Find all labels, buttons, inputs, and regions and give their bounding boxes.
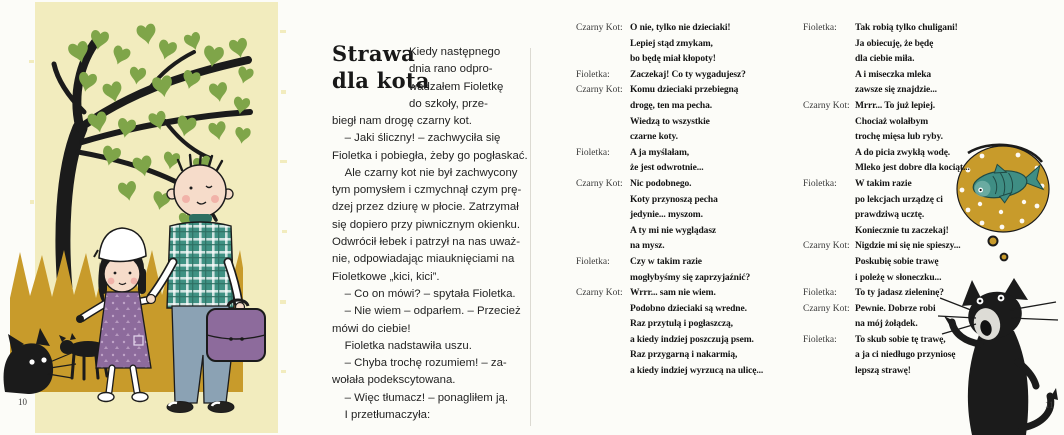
dialogue-lines <box>630 255 808 286</box>
text-line: – Chyba trochę rozumiem! – za- <box>332 357 507 370</box>
dialogue-entry <box>803 286 1035 302</box>
dialogue-lines <box>630 21 808 68</box>
dialogue-line: Raz przygarną i nakarmią, <box>630 350 738 361</box>
page-number-right: 11 <box>1045 400 1054 410</box>
speaker-label: Fioletka: <box>803 178 837 189</box>
dialogue-line: Koty przynoszą pecha <box>630 194 718 205</box>
speaker-label: Czarny Kot: <box>576 178 623 189</box>
dialogue-line: a kiedy indziej wyrzucą na ulicę... <box>630 366 764 377</box>
dialogue-line: że jest odwrotnie... <box>630 163 704 174</box>
dialogue-line: lepszą strawę! <box>855 366 911 377</box>
speaker-label: Fioletka: <box>803 334 837 345</box>
dialogue-lines <box>630 286 808 380</box>
dialogue-line: Czy w takim razie <box>630 256 702 267</box>
dialogue-lines <box>855 21 1035 99</box>
dialogue-line: zawsze się znajdzie... <box>855 85 937 96</box>
speaker-label: Fioletka: <box>803 23 837 33</box>
speaker-label: Czarny Kot: <box>803 303 850 314</box>
dialogue-entry <box>576 146 808 177</box>
dialogue-line: mogłybyśmy się zaprzyjaźnić? <box>630 272 751 283</box>
dialogue-line: A i miseczka mleka <box>855 69 932 80</box>
speaker-label: Fioletka: <box>576 147 610 158</box>
dialogue-line: Podobno dzieciaki są wredne. <box>630 303 747 314</box>
text-line: tym pomysłem i czmychnął czym prę- <box>332 184 522 197</box>
text-line: – Co on mówi? – spytała Fioletka. <box>332 287 516 300</box>
dialogue-lines <box>630 177 808 255</box>
text-line: Fioletka nadstawiła uszu. <box>332 339 472 352</box>
text-line: mówi do ciebie! <box>332 322 411 335</box>
dialogue-line: Nic podobnego. <box>630 178 692 189</box>
dialogue-entry <box>803 177 1035 239</box>
dialogue-entry <box>576 286 808 380</box>
speaker-label: Czarny Kot: <box>576 85 623 96</box>
dialogue-line: a ja ci niedługo przyniosę <box>855 350 956 361</box>
text-line: dnia rano odpro- <box>409 63 493 76</box>
speaker-label: Czarny Kot: <box>803 241 850 252</box>
text-line: Ale czarny kot nie był zachwycony <box>332 166 518 179</box>
dialogue-entry <box>803 21 1035 99</box>
dialogue-line: prawdziwą ucztę. <box>855 210 925 221</box>
dialogue-entry <box>576 68 808 84</box>
dialogue-line: Ja obiecuję, że będę <box>855 38 934 49</box>
speaker-label: Fioletka: <box>576 69 610 80</box>
text-line: – Jaki śliczny! – zachwyciła się <box>332 132 501 145</box>
text-line: Odwrócił łebek i patrzył na nas uważ- <box>332 236 521 249</box>
text-line: się dopiero przy piwnicznym okienku. <box>332 218 521 231</box>
dialogue-line: jedynie... myszom. <box>630 210 703 221</box>
dialogue-line: Zaczekaj! Co ty wygadujesz? <box>630 69 746 80</box>
dialogue-line: Mleko jest dobre dla kociąt... <box>855 163 970 174</box>
dialogue-line: Lepiej stąd zmykam, <box>630 38 713 49</box>
text-line: Kiedy następnego <box>409 46 501 58</box>
dialogue-lines <box>855 177 1035 239</box>
speaker-label: Fioletka: <box>803 288 837 299</box>
dialogue-entry <box>576 21 808 68</box>
chapter-title-line2: dla kota <box>332 68 430 93</box>
story-intro-lines <box>409 44 531 113</box>
dialogue-line: Wrrr... sam nie wiem. <box>630 288 716 299</box>
dialogue-line: dla ciebie miła. <box>855 54 915 65</box>
dialogue-line: O nie, tylko nie dzieciaki! <box>630 23 731 33</box>
speaker-label: Czarny Kot: <box>803 100 850 111</box>
text-line: biegł nam drogę czarny kot. <box>332 115 472 127</box>
dialogue-line: Poskubię sobie trawę <box>855 256 939 267</box>
dialogue-line: Wiedzą to wszystkie <box>630 116 710 127</box>
dialogue-line: Nigdzie mi się nie spieszy... <box>855 241 961 252</box>
dialogue-lines <box>855 239 1035 286</box>
text-line: do szkoły, prze- <box>409 97 488 110</box>
dialogue-entry <box>576 255 808 286</box>
dialogue-entry <box>803 302 1035 333</box>
text-line: dzej przez dziurę w płocie. Zatrzymał <box>332 201 519 214</box>
dialogue-line: po lekcjach urządzę ci <box>855 194 943 205</box>
text-line: wołała podekscytowana. <box>332 374 456 387</box>
dialogue-lines <box>855 286 1035 302</box>
dialogue-line: A do picia zwykłą wodę. <box>855 147 951 158</box>
dialogue-line: Tak robią tylko chuligani! <box>855 23 958 33</box>
dialogue-line: Mrrr... To już lepiej. <box>855 100 936 111</box>
dialogue-line: Raz przytulą i pogłaszczą, <box>630 319 733 330</box>
dialogue-column-1 <box>576 21 808 380</box>
text-line: Fioletka i pobiegła, żeby go pogłaskać. <box>332 149 528 162</box>
page-number-left: 10 <box>18 397 27 407</box>
dialogue-lines <box>855 302 1035 333</box>
dialogue-line: A ty mi nie wyglądasz <box>630 225 717 236</box>
dialogue-lines <box>630 68 808 84</box>
story-body-lines <box>332 113 530 424</box>
text-line: – Więc tłumacz! – ponagliłem ją. <box>332 391 508 404</box>
dialogue-line: Chociaż wolałbym <box>855 116 929 127</box>
text-line: wadzałem Fioletkę <box>409 80 504 93</box>
text-line: – Nie wiem – odparłem. – Przecież <box>332 305 521 318</box>
dialogue-line: To skub sobie tę trawę, <box>855 334 946 345</box>
dialogue-line: czarne koty. <box>630 132 678 143</box>
text-line: Fioletkowe „kici, kici”. <box>332 270 440 283</box>
dialogue-line: na mysz. <box>630 241 665 252</box>
dialogue-line: i poleżę w słoneczku... <box>855 272 942 283</box>
dialogue-line: drogę, ten ma pecha. <box>630 100 712 111</box>
dialogue-lines <box>855 333 1035 380</box>
dialogue-line: trochę mięsa lub ryby. <box>855 132 943 143</box>
dialogue-line: To ty jadasz zieleninę? <box>855 288 944 299</box>
dialogue-line: Koniecznie tu zaczekaj! <box>855 225 949 236</box>
text-line: nie, odpowiadając miauknięciami na <box>332 253 515 266</box>
speaker-label: Czarny Kot: <box>576 288 623 299</box>
dialogue-entry <box>803 99 1035 177</box>
dialogue-entry <box>803 333 1035 380</box>
speaker-label: Fioletka: <box>576 256 610 267</box>
dialogue-lines <box>630 83 808 145</box>
dialogue-line: W takim razie <box>855 178 912 189</box>
dialogue-line: A ja myślałam, <box>630 147 690 158</box>
text-line: I przetłumaczyła: <box>332 409 431 422</box>
dialogue-column-2 <box>803 21 1035 380</box>
dialogue-entry <box>576 83 808 145</box>
dialogue-line: Pewnie. Dobrze robi <box>855 303 936 314</box>
speaker-label: Czarny Kot: <box>576 23 623 33</box>
dialogue-line: na mój żołądek. <box>855 319 918 330</box>
dialogue-entry <box>576 177 808 255</box>
chapter-title-line1: Strawa <box>332 41 416 66</box>
dialogue-line: bo będę miał kłopoty! <box>630 54 716 65</box>
dialogue-line: Komu dzieciaki przebiegną <box>630 85 739 96</box>
dialogue-lines <box>630 146 808 177</box>
dialogue-line: a kiedy indziej poszczują psem. <box>630 334 754 345</box>
dialogue-lines <box>855 99 1035 177</box>
dialogue-entry <box>803 239 1035 286</box>
children-with-tree-and-cats-illustration <box>0 0 300 435</box>
